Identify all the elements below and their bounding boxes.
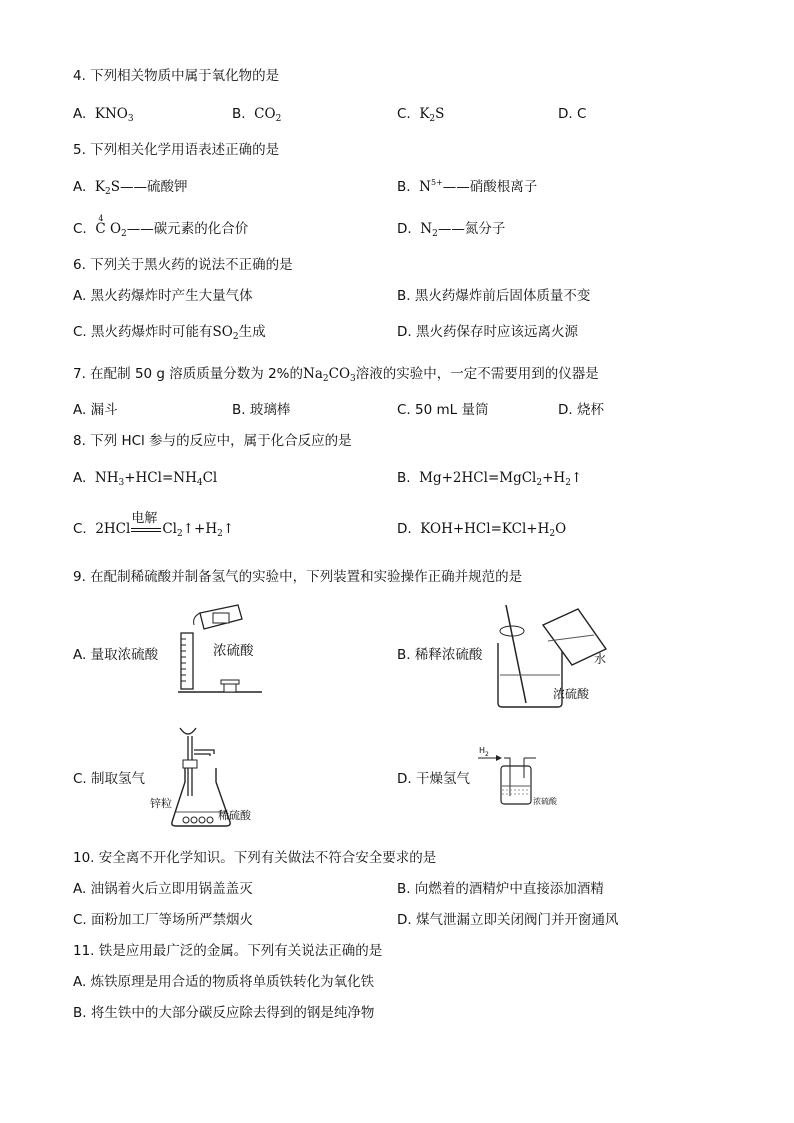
q5-option-a: [73, 178, 187, 196]
formula: 4 C $O_2$: [95, 220, 126, 238]
option-letter: C.: [397, 106, 411, 122]
q5-option-c: [73, 214, 249, 239]
q11-option-b: B. 将生铁中的大部分碳反应除去得到的钢是纯净物: [73, 1005, 375, 1021]
option-text: 生成: [238, 324, 266, 340]
q7-option-b: B. 玻璃棒: [232, 402, 291, 418]
q7-option-a: A. 漏斗: [73, 402, 118, 418]
option-letter: B.: [232, 106, 246, 122]
q6-option-c: [73, 323, 266, 341]
formula: $SO_2$: [212, 324, 239, 342]
formula: $K_2S$: [419, 106, 445, 124]
q4-option-b: [232, 105, 281, 123]
question-10-stem: 10. 安全离不开化学知识。下列有关做法不符合安全要求的是: [73, 850, 437, 866]
q10-option-b: B. 向燃着的酒精炉中直接添加酒精: [397, 881, 604, 897]
figure-a-label: 浓硫酸: [213, 643, 254, 659]
option-letter: D.: [397, 521, 412, 537]
formula: $Na_2CO_3$: [303, 366, 356, 384]
formula: $KNO_3$: [94, 106, 134, 124]
q6-option-d: D. 黑火药保存时应该远离火源: [397, 324, 578, 340]
option-letter: C.: [73, 521, 87, 537]
q10-option-a: A. 油锅着火后立即用锅盖盖灭: [73, 881, 253, 897]
q5-option-d: [397, 220, 505, 238]
question-11-stem: 11. 铁是应用最广泛的金属。下列有关说法正确的是: [73, 943, 383, 959]
q8-option-d: [397, 520, 566, 538]
q7-option-d: D. 烧杯: [558, 402, 604, 418]
reaction-condition-bar: [131, 510, 161, 532]
option-letter: A.: [73, 179, 87, 195]
q4-option-d: D. C: [558, 106, 587, 122]
option-letter: A.: [73, 470, 87, 486]
option-letter: B.: [397, 470, 411, 486]
stem-text: 7. 在配制 50 g 溶质质量分数为 2%的: [73, 366, 304, 382]
option-letter: C.: [73, 221, 87, 237]
q9-option-d: D. 干燥氢气: [397, 771, 470, 787]
option-letter: B.: [397, 179, 411, 195]
question-9-stem: 9. 在配制稀硫酸并制备氢气的实验中，下列装置和实验操作正确并规范的是: [73, 569, 523, 585]
q8-option-b: [397, 469, 582, 487]
q9-option-c: C. 制取氢气: [73, 771, 146, 787]
option-text: ——硫酸钾: [119, 179, 188, 195]
q9-option-b: B. 稀释浓硫酸: [397, 647, 483, 663]
figure-b-water-label: 水: [594, 652, 607, 666]
option-letter: D.: [397, 221, 412, 237]
formula: $N_2$: [420, 221, 438, 239]
q8-option-a: [73, 469, 217, 487]
question-4-stem: 4. 下列相关物质中属于氧化物的是: [73, 68, 280, 84]
option-text: ——碳元素的化合价: [126, 221, 249, 237]
question-5-stem: 5. 下列相关化学用语表述正确的是: [73, 142, 280, 158]
option-text: C. 黑火药爆炸时可能有: [73, 324, 213, 340]
equation: $KOH+HCl=KCl+H_2O$: [420, 521, 567, 539]
stem-text: 溶液的实验中，一定不需要用到的仪器是: [355, 366, 599, 382]
hydrogen-generator-figure: [168, 726, 266, 830]
figure-d-acid-label: 浓硫酸: [533, 797, 557, 806]
q10-option-c: C. 面粉加工厂等场所严禁烟火: [73, 912, 254, 928]
option-text: ——硝酸根离子: [442, 179, 538, 195]
q4-option-c: [397, 105, 444, 123]
figure-d-gas-label: $H_2$: [479, 746, 489, 758]
question-6-stem: 6. 下列关于黑火药的说法不正确的是: [73, 257, 293, 273]
equation: $NH_3+HCl=NH_4Cl$: [94, 470, 218, 488]
q9-option-a: A. 量取浓硫酸: [73, 647, 159, 663]
formula: $CO_2$: [254, 106, 282, 124]
q4-option-a: [73, 105, 134, 123]
q10-option-d: D. 煤气泄漏立即关闭阀门并开窗通风: [397, 912, 619, 928]
q6-option-b: B. 黑火药爆炸前后固体质量不变: [397, 288, 591, 304]
question-8-stem: 8. 下列 HCl 参与的反应中，属于化合反应的是: [73, 433, 352, 449]
formula: $K_2S$: [94, 179, 120, 197]
valence-mark: 4: [98, 214, 104, 223]
reaction-condition: 电解: [131, 510, 158, 526]
q7-option-c: C. 50 mL 量筒: [397, 402, 489, 418]
q8-option-c: [73, 510, 235, 539]
equation: 2HCl 电解 $Cl_2↑+H_2↑$: [95, 510, 235, 539]
figure-c-zinc-label: 锌粒: [150, 797, 172, 810]
question-7-stem: [73, 365, 599, 383]
formula: $N^{5+}$: [419, 178, 443, 195]
q11-option-a: A. 炼铁原理是用合适的物质将单质铁转化为氧化铁: [73, 974, 375, 990]
q5-option-b: [397, 178, 537, 196]
option-letter: A.: [73, 106, 87, 122]
figure-b-acid-label: 浓硫酸: [553, 687, 590, 701]
figure-c-acid-label: 稀硫酸: [218, 809, 251, 822]
option-text: ——氮分子: [437, 221, 506, 237]
equation: $Mg+2HCl=MgCl_2+H_2↑$: [419, 470, 583, 488]
q6-option-a: A. 黑火药爆炸时产生大量气体: [73, 288, 253, 304]
